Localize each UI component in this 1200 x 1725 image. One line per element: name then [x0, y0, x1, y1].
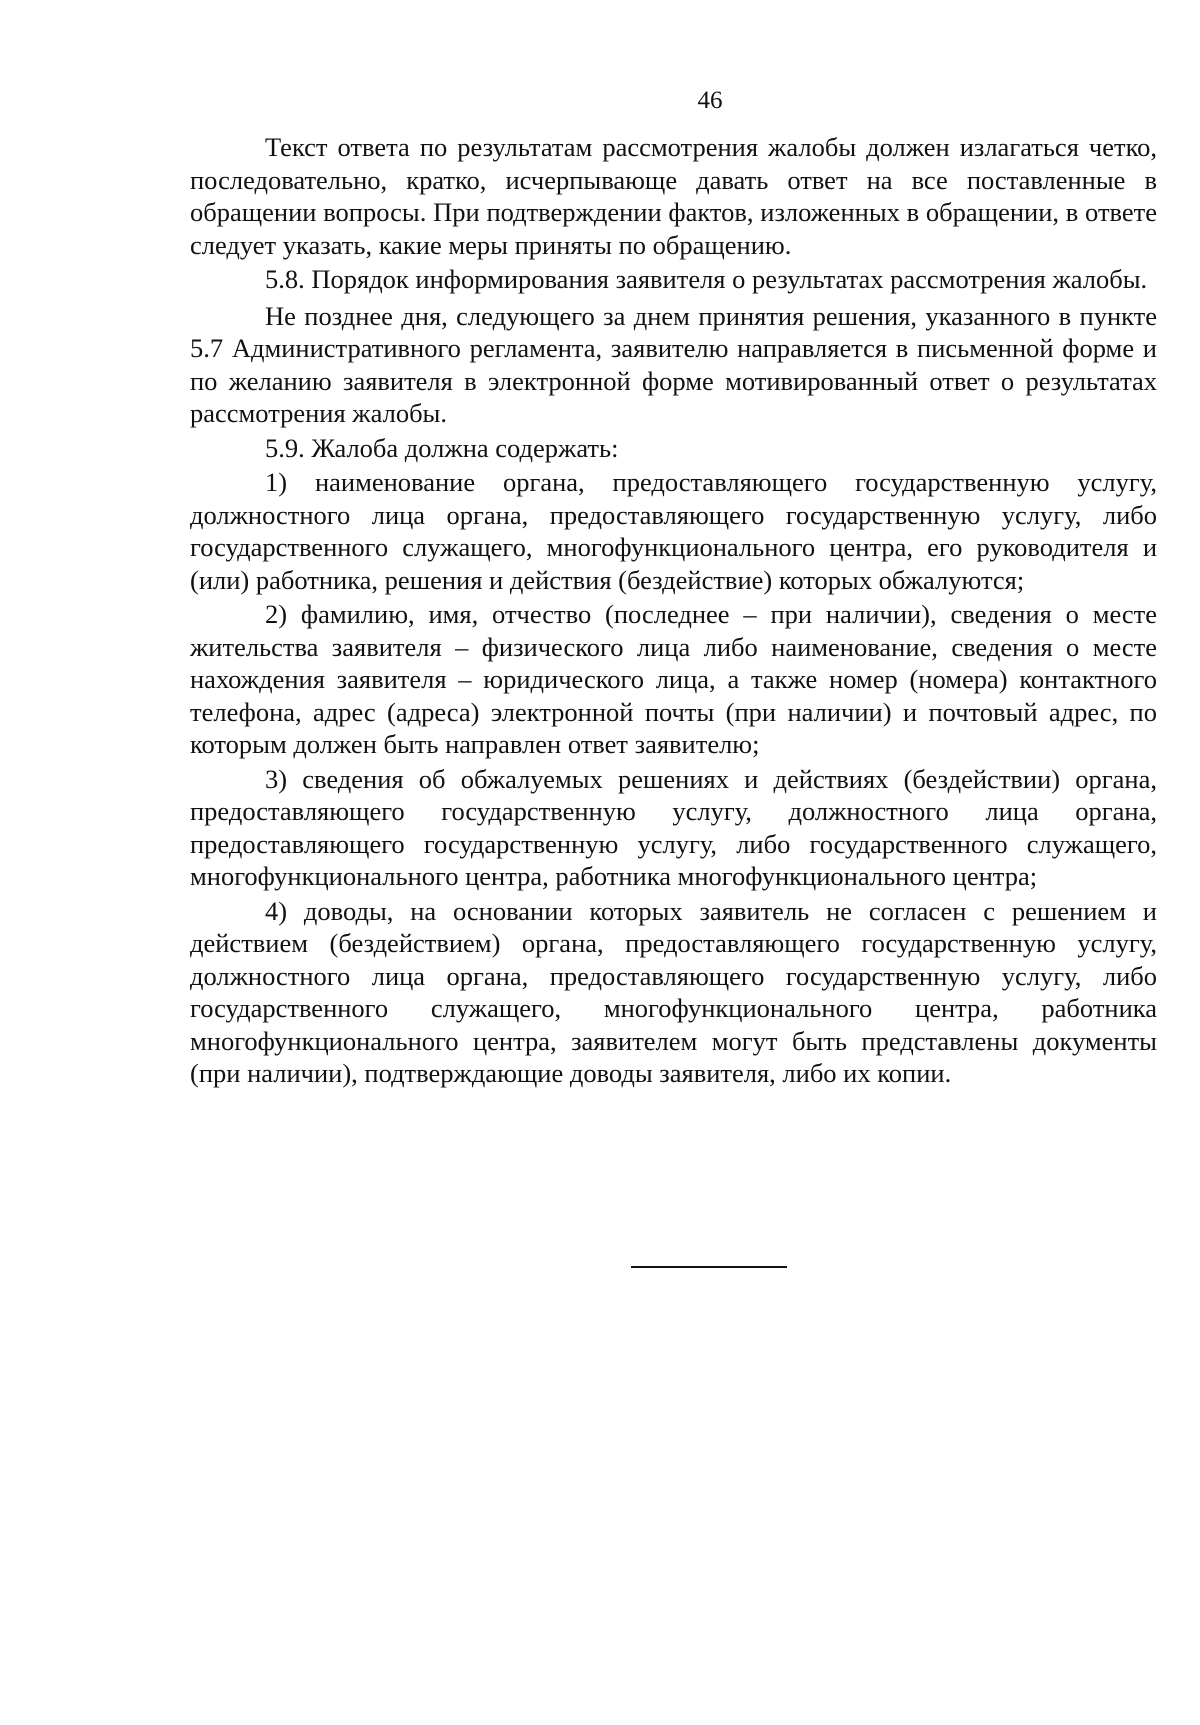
paragraph-5-8-heading: 5.8. Порядок информирования заявителя о результатах рассмотрения жалобы. [265, 264, 1148, 294]
end-of-section-rule [631, 1266, 787, 1268]
list-item-4: 4) доводы, на основании которых заявитель не согласен с решением и действием (бездействием) органа, предоставляющего государственную услугу, должностного лица органа, предоставляющего государственную услугу, либо государственного служащего, многофункционального центра, работника многофункционального центра, заявителем могут быть представлены документы (при наличии), подтверждающие доводы заявителя, либо их копии. [190, 895, 1157, 1088]
list-item-2: 2) фамилию, имя, отчество (последнее – при наличии), сведения о месте жительства заявителя – физического лица либо наименование, сведения о месте нахождения заявителя – юридического лица, а также номер (номера) контактного телефона, адрес (адреса) электронной почты (при наличии) и почтовый адрес, по которым должен быть направлен ответ заявителю; [190, 599, 1157, 759]
paragraph-response-text: Текст ответа по результатам рассмотрения жалобы должен излагаться четко, последовательно, кратко, исчерпывающе давать ответ на все поставленные в обращении вопросы. При подтверждении фактов, изложенных в обращении, в ответе следует указать, какие меры приняты по обращению. [190, 132, 1157, 260]
paragraph-response-deadline: Не позднее дня, следующего за днем принятия решения, указанного в пункте 5.7 Административного регламента, заявителю направляется в письменной форме и по желанию заявителя в электронной форме мотивированный ответ о результатах рассмотрения жалобы. [190, 300, 1157, 428]
list-item-3: 3) сведения об обжалуемых решениях и действиях (бездействии) органа, предоставляющего государственную услугу, должностного лица органа, предоставляющего государственную услугу, либо государственного служащего, многофункционального центра, работника многофункционального центра; [190, 763, 1157, 891]
document-body [190, 131, 1157, 1092]
list-item-1: 1) наименование органа, предоставляющего государственную услугу, должностного лица органа, предоставляющего государственную услугу, либо государственного служащего, многофункционального центра, его руководителя и (или) работника, решения и действия (бездействие) которых обжалуются; [190, 467, 1157, 595]
paragraph-5-9-heading: 5.9. Жалоба должна содержать: [265, 432, 619, 463]
page-number: 46 [697, 87, 723, 114]
